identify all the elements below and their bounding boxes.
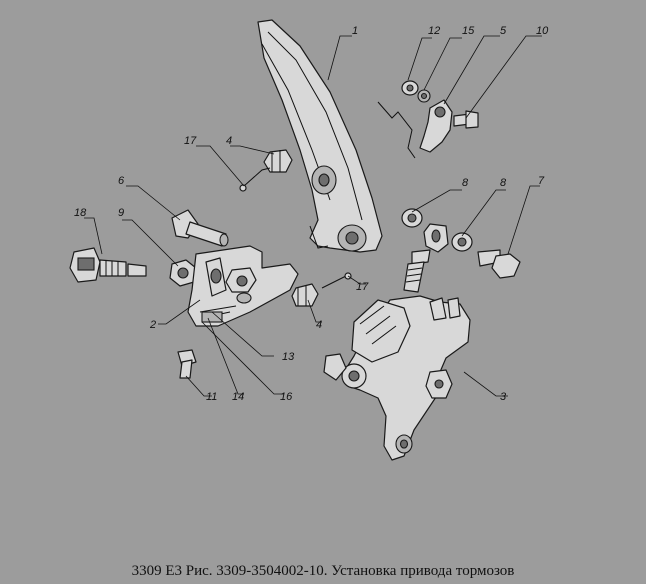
- bracket: [188, 246, 298, 326]
- callout-3: 3: [500, 391, 507, 403]
- callout-7: 7: [538, 175, 545, 187]
- nut-9: [170, 260, 196, 286]
- brake-valve-assembly: [324, 296, 470, 460]
- callout-4-right: 4: [316, 319, 323, 331]
- callout-11: 11: [206, 391, 218, 403]
- callout-15: 15: [462, 25, 475, 37]
- callout-2: 2: [150, 319, 157, 331]
- callout-1: 1: [352, 25, 359, 37]
- rod-eye: [404, 224, 448, 292]
- callout-9: 9: [118, 207, 125, 219]
- pivot-bolt: [172, 210, 228, 246]
- bolt-7: [478, 250, 520, 278]
- callout-8-right: 8: [500, 177, 507, 189]
- figure-caption: 3309 E3 Рис. 3309-3504002-10. Установка привода тормозов: [131, 563, 515, 579]
- bolt-10: [454, 111, 478, 128]
- callout-10: 10: [536, 25, 549, 37]
- callout-16: 16: [280, 391, 293, 403]
- callout-17-top: 17: [184, 135, 197, 147]
- callout-12: 12: [428, 25, 441, 37]
- callout-5: 5: [500, 25, 507, 37]
- castle-nut-right: [292, 273, 351, 306]
- callout-17-right: 17: [356, 281, 369, 293]
- callout-6: 6: [118, 175, 125, 187]
- callout-8-left: 8: [462, 177, 469, 189]
- pedal-arm: [258, 20, 382, 252]
- castle-nut-top: [240, 150, 292, 191]
- brake-switch: [70, 248, 146, 282]
- callout-13: 13: [282, 351, 295, 363]
- callout-18: 18: [74, 207, 87, 219]
- callout-4-top: 4: [226, 135, 233, 147]
- callout-14: 14: [232, 391, 245, 403]
- bolt-11: [178, 350, 196, 378]
